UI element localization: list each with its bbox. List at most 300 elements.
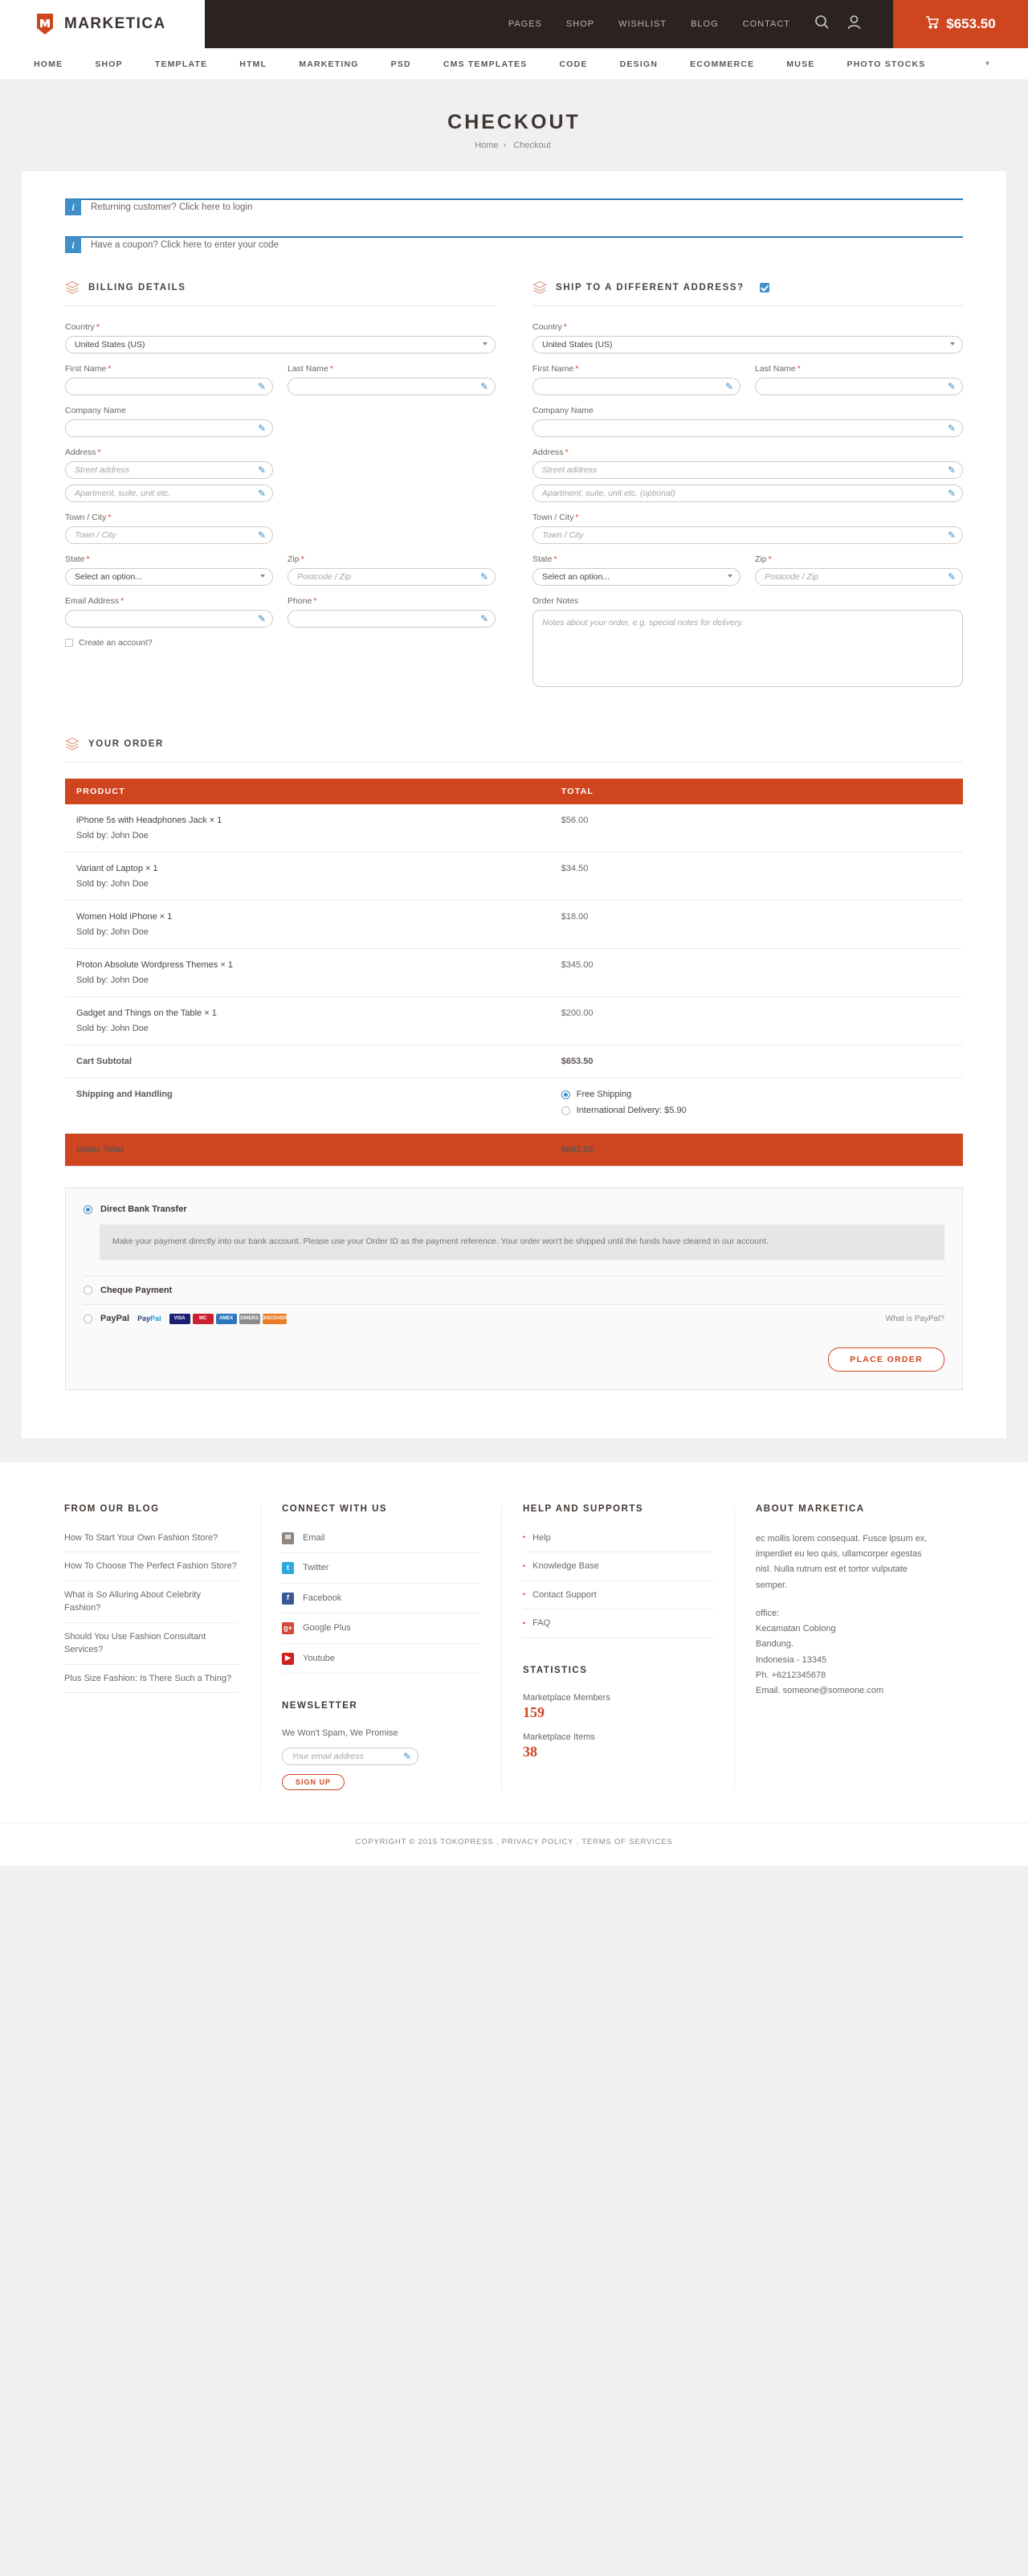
nav-item-code[interactable]	[544, 48, 604, 80]
product-price: $56.00	[550, 804, 963, 853]
coupon-notice[interactable]	[65, 236, 963, 253]
label-text: Zip	[755, 554, 767, 564]
shipping-handling-row	[65, 1078, 963, 1134]
discover-icon: DISCOVER	[263, 1314, 287, 1324]
pencil-icon: ✎	[257, 381, 266, 392]
list-item[interactable]	[282, 1644, 480, 1674]
payment-bank-label: Direct Bank Transfer	[100, 1204, 187, 1214]
label-text: Phone	[288, 596, 312, 606]
product-name: Proton Absolute Wordpress Themes × 1	[76, 960, 233, 970]
spacer	[288, 448, 496, 502]
payment-cheque-label: Cheque Payment	[100, 1285, 173, 1295]
mail-icon: ✉	[282, 1532, 294, 1544]
pencil-icon: ✎	[257, 613, 266, 624]
cart-icon	[925, 16, 939, 33]
billing-address2-input[interactable]: Apartment, suite, unit etc.	[65, 485, 273, 502]
pencil-icon: ✎	[479, 613, 488, 624]
info-icon: i	[65, 237, 81, 253]
billing-name-row	[65, 364, 496, 395]
billing-country-select[interactable]	[65, 336, 496, 354]
billing-address-label: Address *	[65, 448, 101, 457]
label-text: Email Address	[65, 596, 120, 606]
paypal-logo-pal: Pal	[150, 1314, 161, 1323]
order-section	[65, 737, 963, 1390]
list-item[interactable]	[282, 1613, 480, 1644]
shipping-firstname-input[interactable]	[532, 378, 740, 395]
billing-email-input[interactable]	[65, 610, 273, 628]
cart-subtotal-value: $653.50	[550, 1045, 963, 1078]
shipping-city-field	[532, 513, 963, 544]
nav-label[interactable]: TEMPLATE	[154, 59, 208, 69]
address-line: Bandung.	[756, 1639, 794, 1650]
order-total-value: $653.50	[550, 1134, 963, 1167]
nav-item-template[interactable]	[139, 48, 223, 80]
payment-option-cheque[interactable]	[84, 1276, 944, 1304]
marketica-logo-icon	[34, 12, 56, 36]
shipping-lastname-field	[755, 364, 963, 395]
breadcrumb	[0, 141, 1028, 150]
billing-city-row	[65, 513, 496, 544]
shipping-state-field	[532, 554, 740, 586]
billing-country-value: United States (US)	[75, 340, 145, 350]
cart-total: $653.50	[946, 16, 996, 31]
col-product: PRODUCT	[65, 779, 550, 804]
billing-company-row	[65, 406, 496, 437]
table-row	[65, 804, 963, 853]
billing-country-field	[65, 322, 496, 354]
billing-zip-label: Zip *	[288, 554, 304, 564]
newsletter-signup-button[interactable]: SIGN UP	[282, 1774, 345, 1790]
address-line: Ph. +6212345678	[756, 1670, 826, 1680]
shipping-option-label: International Delivery: $5.90	[576, 1106, 687, 1115]
shipping-option-free[interactable]	[561, 1090, 952, 1099]
top-nav-item-1[interactable]: SHOP	[565, 19, 595, 29]
info-icon: i	[65, 199, 81, 215]
facebook-icon: f	[282, 1593, 294, 1605]
top-nav-item-0[interactable]: PAGES	[508, 19, 542, 29]
list-item[interactable]: Plus Size Fashion: Is There Such a Thing?	[64, 1665, 239, 1694]
billing-heading	[65, 280, 496, 306]
product-name: Women Hold iPhone × 1	[76, 912, 173, 922]
product-cell	[65, 804, 550, 853]
pencil-icon: ✎	[257, 530, 266, 541]
shipping-state-zip-row	[532, 554, 963, 586]
terms-of-services-link[interactable]: TERMS OF SERVICES	[581, 1838, 673, 1847]
chevron-down-icon	[260, 574, 265, 578]
shipping-zip-label: Zip *	[755, 554, 772, 564]
copyright-bar: COPYRIGHT © 2015 TOKOPRESS . PRIVACY POLICY . TERMS OF SERVICES	[0, 1822, 1028, 1866]
billing-lastname-label: Last Name *	[288, 364, 333, 374]
cart-subtotal-row	[65, 1045, 963, 1078]
search-icon[interactable]	[814, 14, 830, 34]
diners-icon: DINERS	[239, 1314, 260, 1324]
order-total-label: Order Total	[65, 1134, 550, 1167]
label-text: First Name	[65, 364, 107, 374]
shipping-option-international[interactable]	[561, 1106, 952, 1115]
product-price: $34.50	[550, 853, 963, 901]
social-label: Email	[303, 1532, 325, 1543]
cart-subtotal-label: Cart Subtotal	[65, 1045, 550, 1078]
order-notes-field	[532, 596, 963, 687]
statistics-title: STATISTICS	[523, 1665, 588, 1675]
nav-label[interactable]: ECOMMERCE	[690, 59, 755, 69]
order-notes-textarea[interactable]: Notes about your order, e.g. special notes for delivery.	[532, 610, 963, 687]
pencil-icon: ✎	[724, 381, 733, 392]
stat-value-items: 38	[523, 1743, 537, 1760]
spacer	[288, 406, 496, 437]
nav-label[interactable]: HOME	[34, 59, 63, 69]
radio-icon[interactable]	[84, 1315, 92, 1323]
ship-different-toggle[interactable]	[760, 283, 769, 292]
billing-city-label: Town / City *	[65, 513, 112, 522]
product-cell	[65, 901, 550, 949]
product-name: Gadget and Things on the Table × 1	[76, 1008, 217, 1018]
radio-icon[interactable]	[84, 1286, 92, 1294]
footer-about-text: ec mollis lorem consequat. Fusce lpsum ex, imperdiet eu leo quis, ullamcorper egestas nisl. Nulla rutrum est et tortor vulputate semper.	[756, 1533, 928, 1590]
order-title: YOUR ORDER	[88, 739, 164, 749]
nav-label[interactable]: DESIGN	[619, 59, 659, 69]
top-nav-item-2[interactable]: WISHLIST	[618, 19, 667, 29]
table-row	[65, 853, 963, 901]
pencil-icon: ✎	[947, 423, 956, 434]
billing-column	[65, 280, 496, 687]
product-cell	[65, 853, 550, 901]
shipping-option-label: Free Shipping	[576, 1090, 632, 1099]
pencil-icon: ✎	[947, 571, 956, 583]
list-item[interactable]: How To Choose The Perfect Fashion Store?	[64, 1552, 239, 1581]
list-item[interactable]: Should You Use Fashion Consultant Services?	[64, 1623, 239, 1665]
top-icons	[814, 14, 879, 34]
table-row	[65, 997, 963, 1045]
shipping-lastname-label: Last Name *	[755, 364, 801, 374]
paypal-logo-icon	[137, 1315, 161, 1323]
billing-company-field	[65, 406, 273, 437]
billing-lastname-input[interactable]	[288, 378, 496, 395]
table-row	[65, 949, 963, 997]
shipping-name-row	[532, 364, 963, 395]
bullet-icon: •	[523, 1590, 526, 1599]
user-icon[interactable]	[847, 14, 861, 34]
footer-connect-column	[260, 1504, 501, 1791]
label-text: Country	[532, 322, 562, 332]
layers-icon	[532, 280, 547, 295]
paypal-logo-pay: Pay	[137, 1314, 151, 1323]
billing-phone-input[interactable]	[288, 610, 496, 628]
pencil-icon: ✎	[947, 381, 956, 392]
nav-label[interactable]: PSD	[390, 59, 411, 69]
breadcrumb-home[interactable]: Home	[475, 141, 499, 150]
breadcrumb-current: Checkout	[513, 141, 551, 150]
breadcrumb-separator: ›	[503, 141, 507, 150]
label-text: Town / City	[532, 513, 574, 522]
google-plus-icon: g+	[282, 1622, 294, 1634]
address-columns	[65, 280, 963, 687]
nav-item-ecommerce[interactable]	[674, 48, 770, 80]
shipping-firstname-field	[532, 364, 740, 395]
product-cell	[65, 949, 550, 997]
shipping-city-input[interactable]: Town / City	[532, 526, 963, 544]
main-nav	[0, 48, 1028, 80]
shipping-state-select[interactable]	[532, 568, 740, 586]
shipping-firstname-label: First Name *	[532, 364, 579, 374]
payment-bank-description: Make your payment directly into our bank account. Please use your Order ID as the payment reference. Your order won't be shipped until the funds have cleared in our account.	[100, 1225, 944, 1260]
radio-icon[interactable]	[561, 1106, 570, 1115]
billing-address1-input[interactable]: Street address	[65, 461, 273, 479]
shipping-options	[550, 1078, 963, 1134]
place-order-area	[84, 1347, 944, 1372]
billing-city-input[interactable]: Town / City	[65, 526, 273, 544]
label-text: Zip	[288, 554, 300, 564]
checkbox-checked-icon[interactable]	[760, 283, 769, 292]
payment-box	[65, 1188, 963, 1390]
footer-about-column	[734, 1504, 959, 1791]
list-item[interactable]: What is So Alluring About Celebrity Fashion?	[64, 1581, 239, 1623]
top-bar	[0, 0, 1028, 48]
support-label: Contact Support	[532, 1589, 597, 1600]
radio-selected-icon[interactable]	[84, 1205, 92, 1214]
product-seller: Sold by: John Doe	[76, 975, 149, 985]
address-line: Indonesia - 13345	[756, 1654, 827, 1665]
label-text: Country	[65, 322, 95, 332]
list-item[interactable]	[523, 1609, 713, 1638]
billing-address-row	[65, 448, 496, 502]
billing-lastname-field	[288, 364, 496, 395]
newsletter-email-input[interactable]: Your email address	[282, 1748, 418, 1765]
login-notice[interactable]	[65, 198, 963, 215]
address-line: office:	[756, 1608, 780, 1618]
nav-label[interactable]: HTML	[239, 59, 267, 69]
social-label: Youtube	[303, 1653, 335, 1663]
billing-zip-input[interactable]: Postcode / Zip	[288, 568, 496, 586]
billing-company-label: Company Name	[65, 406, 126, 415]
billing-city-field	[65, 513, 273, 544]
stat-label-members: Marketplace Members	[523, 1692, 610, 1703]
chevron-down-icon	[728, 574, 732, 578]
bullet-icon: •	[523, 1561, 526, 1570]
label-text: Last Name	[288, 364, 328, 374]
stat-label-items: Marketplace Items	[523, 1732, 595, 1742]
what-is-paypal-link[interactable]: What is PayPal?	[885, 1314, 944, 1323]
product-name: Variant of Laptop × 1	[76, 864, 158, 873]
footer-blog-title: FROM OUR BLOG	[64, 1503, 160, 1514]
social-label: Twitter	[303, 1563, 329, 1573]
billing-email-label: Email Address *	[65, 596, 124, 606]
billing-email-field	[65, 596, 273, 628]
product-cell	[65, 997, 550, 1045]
address-line: Email. someone@someone.com	[756, 1686, 884, 1696]
footer-blog-list	[64, 1531, 239, 1694]
twitter-icon: t	[282, 1562, 294, 1574]
billing-state-label: State *	[65, 554, 90, 564]
shipping-lastname-input[interactable]	[755, 378, 963, 395]
shipping-country-field	[532, 322, 963, 354]
shipping-title: SHIP TO A DIFFERENT ADDRESS?	[556, 283, 744, 292]
list-item[interactable]	[523, 1581, 713, 1610]
nav-label[interactable]: MUSE	[786, 59, 815, 69]
footer-support-title: HELP AND SUPPORTS	[523, 1503, 644, 1514]
pencil-icon: ✎	[947, 488, 956, 499]
billing-state-select[interactable]	[65, 568, 273, 586]
page-title: CHECKOUT	[447, 111, 581, 133]
top-nav-item-4[interactable]: CONTACT	[742, 19, 790, 29]
pencil-icon: ✎	[479, 571, 488, 583]
payment-option-paypal[interactable]	[84, 1304, 944, 1333]
nav-label[interactable]: MARKETING	[299, 59, 359, 69]
nav-label[interactable]: CODE	[559, 59, 588, 69]
footer	[0, 1462, 1028, 1823]
billing-company-input[interactable]	[65, 419, 273, 437]
shipping-state-label: State *	[532, 554, 557, 564]
chevron-down-icon	[483, 342, 487, 346]
nav-item-muse[interactable]	[770, 48, 830, 80]
nav-item-shop[interactable]	[79, 48, 139, 80]
support-label: Knowledge Base	[532, 1561, 599, 1572]
shipping-country-label: Country *	[532, 322, 567, 332]
footer-support-list	[523, 1531, 713, 1638]
shipping-heading	[532, 280, 963, 306]
pencil-icon: ✎	[257, 488, 266, 499]
coupon-notice-text[interactable]: Have a coupon? Click here to enter your code	[91, 240, 279, 250]
billing-firstname-label: First Name *	[65, 364, 112, 374]
newsletter-text: We Won't Spam, We Promise	[282, 1728, 398, 1739]
login-notice-text[interactable]: Returning customer? Click here to login	[91, 202, 253, 212]
bullet-icon: •	[523, 1533, 526, 1542]
stat-value-members: 159	[523, 1703, 545, 1720]
billing-phone-label: Phone *	[288, 596, 317, 606]
top-nav-item-3[interactable]: BLOG	[691, 19, 719, 29]
label-text: State	[65, 554, 85, 564]
list-item[interactable]	[282, 1584, 480, 1614]
shipping-company-input[interactable]	[532, 419, 963, 437]
col-total: TOTAL	[550, 779, 963, 804]
list-item[interactable]: How To Start Your Own Fashion Store?	[64, 1531, 239, 1553]
place-order-button[interactable]: PLACE ORDER	[828, 1347, 944, 1372]
billing-email-phone-row	[65, 596, 496, 628]
privacy-policy-link[interactable]: PRIVACY POLICY	[501, 1838, 574, 1847]
label-text: Town / City	[65, 513, 107, 522]
shipping-country-select[interactable]	[532, 336, 963, 354]
list-item[interactable]	[523, 1552, 713, 1581]
billing-title: BILLING DETAILS	[88, 283, 186, 292]
shipping-address1-input[interactable]: Street address	[532, 461, 963, 479]
billing-zip-field	[288, 554, 496, 586]
create-account-checkbox-row[interactable]	[65, 638, 496, 648]
shipping-zip-input[interactable]: Postcode / Zip	[755, 568, 963, 586]
page-header	[0, 80, 1028, 171]
chevron-down-icon	[950, 342, 955, 346]
radio-selected-icon[interactable]	[561, 1090, 570, 1099]
brand-logo-area[interactable]	[0, 0, 205, 48]
amex-icon: AMEX	[216, 1314, 237, 1324]
nav-item-design[interactable]	[604, 48, 674, 80]
billing-phone-field	[288, 596, 496, 628]
product-name: iPhone 5s with Headphones Jack × 1	[76, 816, 222, 825]
nav-label[interactable]: PHOTO STOCKS	[846, 59, 926, 69]
pencil-icon: ✎	[947, 530, 956, 541]
nav-item-photo-stocks[interactable]	[830, 48, 941, 80]
order-heading	[65, 737, 963, 763]
label-text: State	[532, 554, 553, 564]
create-account-label: Create an account?	[79, 638, 153, 648]
create-account-checkbox[interactable]	[65, 639, 73, 647]
shipping-company-label: Company Name	[532, 406, 594, 415]
nav-item-cms-templates[interactable]	[427, 48, 544, 80]
bullet-icon: •	[523, 1618, 526, 1627]
order-table-header	[65, 779, 963, 804]
billing-state-field	[65, 554, 273, 586]
shipping-zip-field	[755, 554, 963, 586]
billing-firstname-input[interactable]	[65, 378, 273, 395]
product-seller: Sold by: John Doe	[76, 1024, 149, 1033]
pencil-icon: ✎	[257, 464, 266, 476]
shipping-state-value: Select an option...	[542, 572, 610, 582]
nav-item-home[interactable]	[34, 48, 79, 80]
payment-paypal-label: PayPal	[100, 1314, 130, 1324]
shipping-address2-input[interactable]: Apartment, suite, unit etc. (optional)	[532, 485, 963, 502]
list-item[interactable]	[523, 1531, 713, 1553]
nav-label[interactable]: SHOP	[95, 59, 123, 69]
list-item[interactable]	[282, 1553, 480, 1584]
shipping-company-field	[532, 406, 963, 437]
newsletter-title: NEWSLETTER	[282, 1701, 358, 1711]
billing-state-value: Select an option...	[75, 572, 143, 582]
pencil-icon: ✎	[402, 1751, 411, 1763]
footer-social-list	[282, 1531, 480, 1674]
support-label: FAQ	[532, 1618, 551, 1629]
pencil-icon: ✎	[479, 381, 488, 392]
label-text: Last Name	[755, 364, 796, 374]
chevron-down-icon[interactable]: ▾	[985, 59, 989, 68]
label-text: First Name	[532, 364, 574, 374]
nav-item-psd[interactable]	[375, 48, 427, 80]
pencil-icon: ✎	[947, 464, 956, 476]
billing-state-zip-row	[65, 554, 496, 586]
billing-address-field	[65, 448, 273, 502]
layers-icon	[65, 280, 80, 295]
label-text: Address	[532, 448, 564, 457]
checkout-card	[22, 171, 1006, 1438]
cart-button[interactable]	[893, 0, 1028, 48]
top-nav	[205, 0, 893, 48]
footer-support-column	[501, 1504, 734, 1791]
footer-about-title: ABOUT MARKETICA	[756, 1503, 865, 1514]
nav-item-marketing[interactable]	[283, 48, 374, 80]
social-label: Facebook	[303, 1593, 342, 1603]
brand-name: MARKETICA	[64, 15, 166, 32]
billing-firstname-field	[65, 364, 273, 395]
shipping-country-value: United States (US)	[542, 340, 613, 350]
nav-label[interactable]: CMS TEMPLATES	[443, 59, 528, 69]
nav-item-html[interactable]	[223, 48, 283, 80]
footer-address	[756, 1606, 938, 1699]
list-item[interactable]	[282, 1531, 480, 1554]
payment-option-bank[interactable]	[84, 1204, 944, 1214]
copyright-text: COPYRIGHT © 2015 TOKOPRESS	[355, 1838, 494, 1847]
social-label: Google Plus	[303, 1623, 351, 1634]
card-logos	[169, 1314, 287, 1324]
product-price: $345.00	[550, 949, 963, 997]
support-label: Help	[532, 1532, 551, 1543]
product-price: $200.00	[550, 997, 963, 1045]
spacer	[288, 513, 496, 544]
order-table	[65, 779, 963, 1167]
shipping-column	[532, 280, 963, 687]
shipping-city-label: Town / City *	[532, 513, 579, 522]
order-total-row	[65, 1134, 963, 1167]
youtube-icon: ▶	[282, 1653, 294, 1665]
label-text: Address	[65, 448, 96, 457]
product-price: $18.00	[550, 901, 963, 949]
